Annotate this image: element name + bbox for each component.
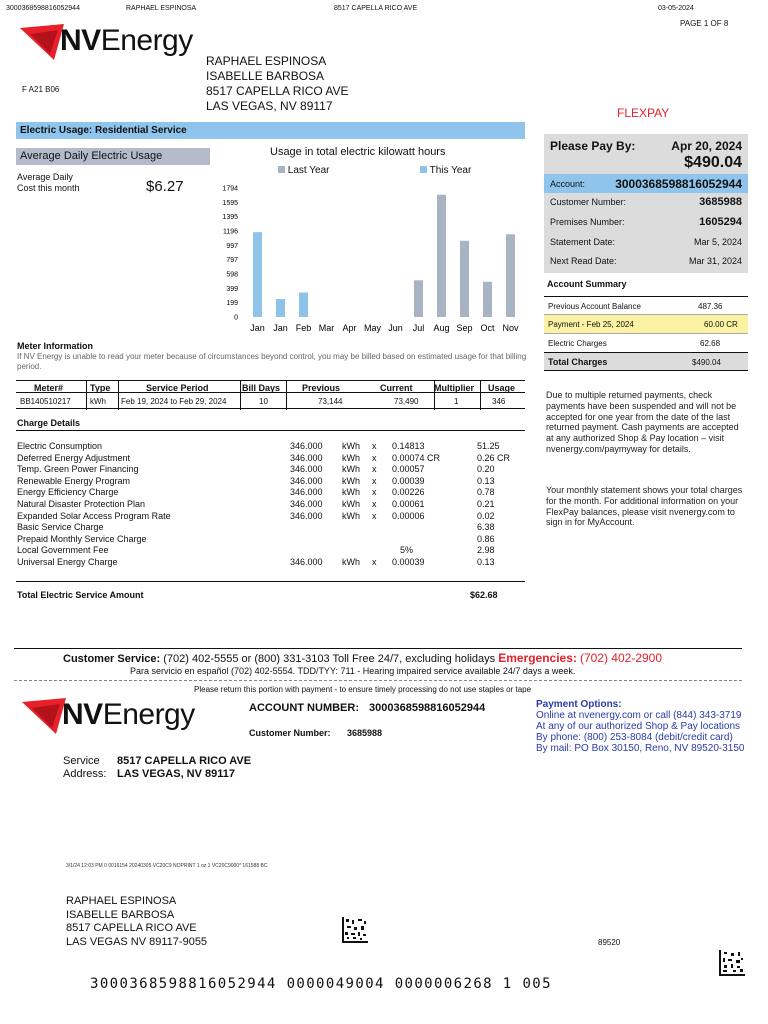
meter-col-header: Meter# <box>34 383 64 393</box>
customer-service-line <box>63 651 662 665</box>
stub-account-number: 3000368598816052944 <box>369 702 486 714</box>
stub-customer-number: 3685988 <box>347 728 383 738</box>
charge-quantity: 346.000 <box>290 441 323 451</box>
charge-amount: 0.20 <box>477 464 495 475</box>
summary-row-label: Payment - Feb 25, 2024 <box>548 320 634 329</box>
y-tick-label: 598 <box>226 271 238 279</box>
charge-label: Prepaid Monthly Service Charge <box>17 533 147 544</box>
summary-row <box>544 297 748 315</box>
premises-label: Premises Number: <box>550 217 625 227</box>
account-summary-table <box>544 296 748 371</box>
header-name: RAPHAEL ESPINOSA <box>126 5 197 12</box>
next-read-date: Mar 31, 2024 <box>688 256 742 266</box>
x-tick-label: May <box>363 323 382 333</box>
stub-mail-address-line: ISABELLE BARBOSA <box>66 908 175 921</box>
payment-options <box>536 699 744 754</box>
charge-multiply-sign: x <box>372 510 377 521</box>
summary-row-value: 60.00 CR <box>704 320 738 329</box>
chart-title: Usage in total electric kilowatt hours <box>270 146 446 158</box>
flexpay-note: Your monthly statement shows your total charges for the month. For additional information on your FlexPay balances, please visit nvenergy.com to sign in for MyAccount. <box>546 485 743 528</box>
customer-number-label: Customer Number: <box>550 197 627 207</box>
bar-last-year-nov <box>506 234 515 317</box>
nv-energy-logo-stub <box>22 698 212 740</box>
meter-cell: 1 <box>454 397 459 406</box>
mail-code: F A21 B06 <box>22 85 60 94</box>
charge-amount: 0.13 <box>477 556 495 567</box>
logo-nv: NV <box>62 698 103 731</box>
header-account: 3000368598816052944 <box>6 5 80 12</box>
charge-quantity: 346.000 <box>290 498 323 509</box>
charge-details-list <box>17 441 525 569</box>
account-label: Account: <box>550 179 586 189</box>
nv-energy-logo <box>20 24 210 66</box>
charge-rate: 0.00226 <box>392 487 425 498</box>
usage-bar-chart <box>210 180 526 338</box>
bar-last-year-sep <box>460 241 469 317</box>
datamatrix-barcode-icon <box>719 950 745 976</box>
summary-row-label: Electric Charges <box>548 339 607 348</box>
mailing-address <box>206 54 349 114</box>
legend-label-this-year: This Year <box>429 165 472 176</box>
meter-col-header: Bill Days <box>242 383 281 393</box>
customer-service-numbers: (702) 402-5555 or (800) 331-3103 Toll Free 24/7, excluding holidays <box>163 653 496 665</box>
meter-row <box>16 393 525 409</box>
bar-this-year-jan <box>253 232 262 317</box>
charge-label: Basic Service Charge <box>17 522 104 533</box>
bar-last-year-jul <box>414 280 423 317</box>
footer-divider <box>14 648 742 649</box>
x-tick-label: Mar <box>318 323 335 333</box>
stub-mail-address-line: LAS VEGAS NV 89117-9055 <box>66 935 208 948</box>
mailing-address-line: ISABELLE BARBOSA <box>206 69 325 83</box>
y-tick-label: 1196 <box>222 228 238 236</box>
charge-quantity: 346.000 <box>290 475 323 486</box>
charge-row <box>17 441 525 453</box>
header-address: 8517 CAPELLA RICO AVE <box>334 5 418 12</box>
charge-label: Energy Efficiency Charge <box>17 487 119 498</box>
bar-last-year-aug <box>437 195 446 317</box>
x-tick-label: Nov <box>502 323 519 333</box>
charge-multiply-sign: x <box>372 452 377 463</box>
charge-label: Deferred Energy Adjustment <box>17 452 131 463</box>
charge-rate: 0.14813 <box>392 441 425 451</box>
logo-energy: Energy <box>100 24 193 57</box>
meter-col-header: Current <box>380 383 413 393</box>
meter-cell: 73,144 <box>318 397 343 406</box>
please-pay-date: Apr 20, 2024 <box>671 139 742 153</box>
charge-amount: 51.25 <box>477 441 500 451</box>
charge-label: Natural Disaster Protection Plan <box>17 498 146 509</box>
charge-unit: kWh <box>342 556 360 567</box>
x-tick-label: Oct <box>480 323 495 333</box>
charge-amount: 0.21 <box>477 498 495 509</box>
account-value: 3000368598816052944 <box>615 177 742 191</box>
charge-rate: 0.00039 <box>392 475 425 486</box>
y-tick-label: 0 <box>234 314 238 322</box>
avg-daily-usage-header: Average Daily Electric Usage <box>16 148 210 165</box>
charge-row <box>17 522 525 534</box>
meter-cell: kWh <box>90 397 106 406</box>
stub-account-label: ACCOUNT NUMBER: <box>249 702 359 714</box>
page-number: PAGE 1 OF 8 <box>680 19 729 28</box>
charge-details-divider <box>16 430 525 431</box>
payment-option: Online at nvenergy.com or call (844) 343-3719 <box>536 710 742 721</box>
payment-option: By phone: (800) 253-8084 (debit/credit card) <box>536 732 733 743</box>
summary-row-value: 62.68 <box>700 339 721 348</box>
charge-row <box>17 476 525 488</box>
bar-this-year-jan <box>276 299 285 317</box>
legend-swatch-this-year <box>420 166 427 173</box>
meter-table <box>16 380 525 409</box>
x-tick-label: Jan <box>273 323 288 333</box>
service-label-line: Address: <box>63 768 107 780</box>
charge-row <box>17 499 525 511</box>
x-tick-label: Jul <box>412 323 425 333</box>
bar-last-year-oct <box>483 282 492 317</box>
header-date: 03-05-2024 <box>658 5 694 12</box>
charge-label: Local Government Fee <box>17 545 109 556</box>
avg-daily-cost: $6.27 <box>146 178 184 195</box>
y-tick-label: 199 <box>226 300 238 308</box>
charge-multiply-sign: x <box>372 556 377 567</box>
charge-quantity: 346.000 <box>290 464 323 475</box>
customer-number: 3685988 <box>699 196 742 208</box>
service-address-label <box>63 755 106 781</box>
charge-row <box>17 511 525 523</box>
charge-row <box>17 534 525 546</box>
charge-amount: 0.78 <box>477 487 495 498</box>
logo-energy: Energy <box>102 698 195 731</box>
datamatrix-barcode-icon <box>342 917 368 943</box>
meter-cell: 73,490 <box>394 397 419 406</box>
meter-info-note: If NV Energy is unable to read your meter because of circumstances beyond control, you may be billed based on estimated usage for that billing period. <box>17 352 527 371</box>
emergencies-label: Emergencies: <box>498 651 577 665</box>
charge-label: Electric Consumption <box>17 441 103 451</box>
charge-label: Universal Energy Charge <box>17 556 118 567</box>
total-electric-value: $62.68 <box>470 590 498 600</box>
spanish-service-line: Para servicio en español (702) 402-5554. TDD/TYY: 711 - Hearing impaired service available 24/7 days a week. <box>130 666 576 676</box>
legend-label-last-year: Last Year <box>287 165 330 176</box>
legend-swatch-last-year <box>278 166 285 173</box>
legend-last-year <box>278 165 330 176</box>
logo-nv: NV <box>60 24 101 57</box>
charge-unit: kWh <box>342 441 360 451</box>
charge-amount: 6.38 <box>477 522 495 533</box>
charge-unit: kWh <box>342 498 360 509</box>
charge-rate: 0.00061 <box>392 498 425 509</box>
summary-row <box>544 315 748 334</box>
charge-amount: 0.13 <box>477 475 495 486</box>
y-tick-label: 1395 <box>222 214 238 222</box>
service-label-line: Service <box>63 755 100 767</box>
mailing-address-line: LAS VEGAS, NV 89117 <box>206 99 333 113</box>
payment-option: By mail: PO Box 30150, Reno, NV 89520-3150 <box>536 743 745 754</box>
charge-rate: 0.00006 <box>392 510 425 521</box>
charge-rate: 0.00074 CR <box>392 452 441 463</box>
premises-number: 1605294 <box>699 216 742 228</box>
summary-total-row <box>544 352 748 371</box>
statement-date-label: Statement Date: <box>550 237 616 247</box>
charge-rate: 5% <box>400 545 414 556</box>
charge-unit: kWh <box>342 452 360 463</box>
charge-total-divider <box>16 581 525 582</box>
avg-daily-label-line: Cost this month <box>17 183 80 193</box>
stub-customer-label: Customer Number: <box>249 728 331 738</box>
x-tick-label: Jun <box>388 323 403 333</box>
charge-unit: kWh <box>342 475 360 486</box>
y-tick-label: 1794 <box>222 185 238 193</box>
meter-cell: BB140510217 <box>20 397 71 406</box>
x-tick-label: Sep <box>456 323 473 333</box>
statement-date: Mar 5, 2024 <box>693 237 742 247</box>
charge-amount: 0.02 <box>477 510 495 521</box>
summary-total-label: Total Charges <box>548 357 608 367</box>
charge-unit: kWh <box>342 464 360 475</box>
charge-quantity: 346.000 <box>290 487 323 498</box>
account-summary-title: Account Summary <box>547 279 627 289</box>
meter-cell: 10 <box>259 397 268 406</box>
meter-cell: 346 <box>492 397 506 406</box>
y-tick-label: 399 <box>226 285 238 293</box>
x-tick-label: Jan <box>250 323 265 333</box>
stub-mail-address <box>66 895 207 949</box>
payment-option: At any of our authorized Shop & Pay locations <box>536 721 741 732</box>
return-zip-code: 89520 <box>598 938 621 947</box>
charge-row <box>17 453 525 465</box>
charge-rate: 0.00039 <box>392 556 425 567</box>
payment-options-title: Payment Options: <box>536 699 622 710</box>
summary-row <box>544 334 748 352</box>
total-electric-label: Total Electric Service Amount <box>17 590 144 600</box>
service-address-line: LAS VEGAS, NV 89117 <box>117 768 235 780</box>
charge-multiply-sign: x <box>372 475 377 486</box>
usage-section-title: Electric Usage: Residential Service <box>16 122 525 139</box>
returned-payment-note: Due to multiple returned payments, check payments have been suspended and will not be accepted for one year from the date of the last returned payment. Cash payments are accepted at any authorized Shop & Pay location – visit nvenergy.com/paymyway for details. <box>546 390 739 454</box>
flexpay-label: FLEXPAY <box>617 106 670 120</box>
emergencies-number: (702) 402-2900 <box>579 651 663 665</box>
service-address-line: 8517 CAPELLA RICO AVE <box>117 755 252 767</box>
charge-details-title: Charge Details <box>17 418 81 428</box>
meter-col-header: Multiplier <box>434 383 474 393</box>
stub-mail-address-line: RAPHAEL ESPINOSA <box>66 895 177 907</box>
charge-row <box>17 487 525 499</box>
summary-row-value: 487.36 <box>698 302 723 311</box>
legend-this-year <box>420 165 471 176</box>
charge-quantity: 346.000 <box>290 452 323 463</box>
charge-row <box>17 545 525 557</box>
charge-multiply-sign: x <box>372 498 377 509</box>
meter-col-header: Type <box>90 383 111 393</box>
y-tick-label: 1595 <box>222 199 238 207</box>
pay-summary-box <box>544 134 748 273</box>
meter-col-header: Service Period <box>146 383 209 393</box>
account-row <box>544 174 748 193</box>
meter-col-header: Previous <box>302 383 341 393</box>
meter-info-title: Meter Information <box>17 341 94 351</box>
charge-multiply-sign: x <box>372 487 377 498</box>
y-tick-label: 797 <box>226 257 238 265</box>
charge-unit: kWh <box>342 487 360 498</box>
meter-col-header: Usage <box>488 383 516 393</box>
avg-daily-label-line: Average Daily <box>17 172 73 182</box>
next-read-label: Next Read Date: <box>550 256 617 266</box>
charge-quantity: 346.000 <box>290 510 323 521</box>
please-pay-label: Please Pay By: <box>550 139 636 153</box>
ocr-scanline: 3000368598816052944 0000049004 0000006268 1 005 <box>90 976 552 992</box>
summary-row-label: Previous Account Balance <box>548 302 641 311</box>
charge-label: Renewable Energy Program <box>17 475 131 486</box>
charge-quantity: 346.000 <box>290 556 323 567</box>
charge-label: Temp. Green Power Financing <box>17 464 139 475</box>
mailing-address-line: RAPHAEL ESPINOSA <box>206 54 327 68</box>
service-address-value <box>117 755 251 781</box>
meter-cell: Feb 19, 2024 to Feb 29, 2024 <box>121 397 227 406</box>
stub-mail-address-line: 8517 CAPELLA RICO AVE <box>66 922 197 934</box>
charge-amount: 0.26 CR <box>477 452 511 463</box>
y-tick-label: 997 <box>226 242 238 250</box>
amount-due: $490.04 <box>684 154 742 171</box>
charge-label: Expanded Solar Access Program Rate <box>17 510 171 521</box>
postal-code-line: 3/1/24 12:03 PM 0 0016154 20240305 VC20C9 NOPRINT 1 oz 1 VC20C9000* 161588 BC <box>66 863 268 869</box>
x-tick-label: Feb <box>295 323 312 333</box>
charge-multiply-sign: x <box>372 441 377 451</box>
charge-amount: 2.98 <box>477 545 495 556</box>
customer-service-label: Customer Service: <box>63 653 161 665</box>
charge-row <box>17 557 525 569</box>
x-tick-label: Apr <box>342 323 357 333</box>
charge-amount: 0.86 <box>477 533 495 544</box>
charge-unit: kWh <box>342 510 360 521</box>
tear-line <box>14 680 742 681</box>
charge-rate: 0.00057 <box>392 464 425 475</box>
summary-total-value: $490.04 <box>692 358 721 367</box>
return-note: Please return this portion with payment - to ensure timely processing do not use staples or tape <box>194 685 532 694</box>
avg-daily-label <box>17 172 80 194</box>
x-tick-label: Aug <box>433 323 450 333</box>
mailing-address-line: 8517 CAPELLA RICO AVE <box>206 84 349 98</box>
bar-this-year-feb <box>299 293 308 317</box>
charge-multiply-sign: x <box>372 464 377 475</box>
charge-row <box>17 464 525 476</box>
